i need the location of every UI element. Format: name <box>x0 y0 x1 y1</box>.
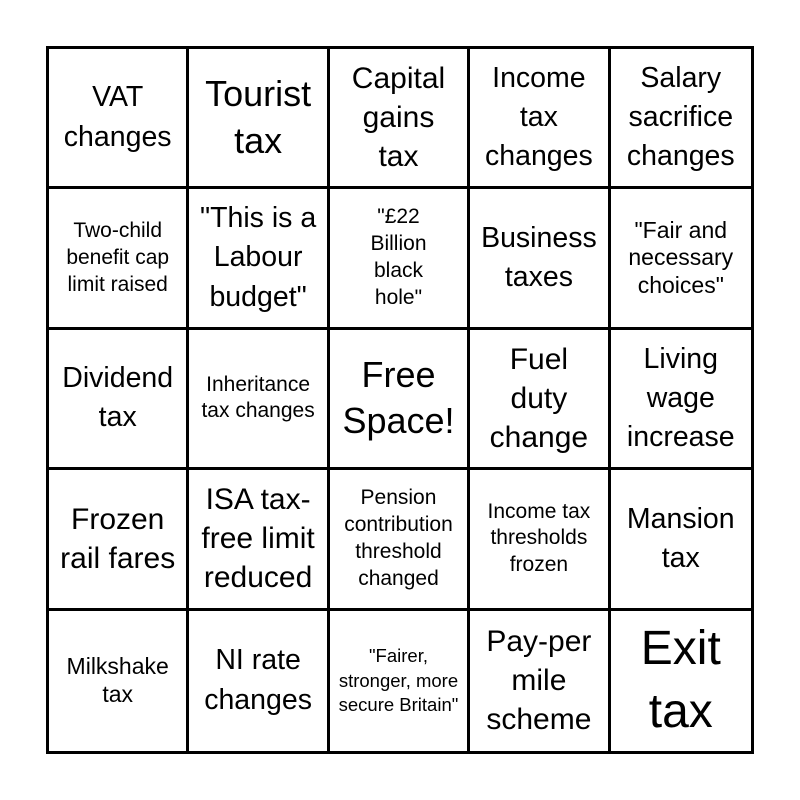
bingo-cell-label: Fuel duty change <box>489 342 589 454</box>
bingo-cell[interactable] <box>470 611 610 751</box>
bingo-cell-label: VAT changes <box>63 81 172 153</box>
bingo-cell[interactable] <box>611 330 751 470</box>
bingo-cell-label: Milkshake tax <box>66 653 169 707</box>
bingo-cell-label: Income tax changes <box>485 61 593 173</box>
bingo-cell-label: Frozen rail fares <box>60 502 176 575</box>
bingo-cell[interactable] <box>611 611 751 751</box>
bingo-cell-label: Salary sacrifice changes <box>626 61 735 173</box>
bingo-cell-label: Tourist tax <box>205 72 312 161</box>
bingo-cell[interactable] <box>470 189 610 329</box>
bingo-cell[interactable] <box>49 330 189 470</box>
bingo-cell[interactable] <box>49 189 189 329</box>
bingo-board <box>46 46 754 754</box>
bingo-cell[interactable] <box>470 330 610 470</box>
bingo-cell[interactable] <box>330 189 470 329</box>
bingo-cell-label: Exit tax <box>640 622 721 738</box>
bingo-cell-label: Business taxes <box>481 221 597 294</box>
bingo-cell-label: Two-child benefit cap limit raised <box>66 218 170 296</box>
bingo-cell[interactable] <box>470 470 610 610</box>
bingo-cell-label: "Fairer, stronger, more secure Britain" <box>338 645 459 715</box>
bingo-cell-label: ISA tax-free limit reduced <box>201 483 315 595</box>
bingo-cell[interactable] <box>611 49 751 189</box>
bingo-cell[interactable] <box>49 49 189 189</box>
bingo-cell-label: Inheritance tax changes <box>201 372 315 423</box>
bingo-cell[interactable] <box>189 611 329 751</box>
bingo-cell-label: "This is a Labour budget" <box>199 202 317 313</box>
bingo-cell[interactable] <box>189 49 329 189</box>
bingo-cell-label: Free Space! <box>342 353 455 442</box>
bingo-cell[interactable] <box>330 330 470 470</box>
bingo-cell-label: Living wage increase <box>626 342 735 454</box>
bingo-cell[interactable] <box>611 189 751 329</box>
bingo-cell[interactable] <box>611 470 751 610</box>
bingo-cell-label: NI rate changes <box>204 644 312 716</box>
bingo-cell[interactable] <box>49 470 189 610</box>
bingo-cell-label: Income tax thresholds frozen <box>487 499 591 577</box>
bingo-cell-label: Pension contribution threshold changed <box>344 486 453 590</box>
bingo-cell-label: Mansion tax <box>626 502 735 574</box>
bingo-cell[interactable] <box>49 611 189 751</box>
bingo-cell-label: "£22 Billion black hole" <box>370 205 427 309</box>
bingo-cell-label: Dividend tax <box>62 362 174 434</box>
bingo-cell[interactable] <box>189 330 329 470</box>
bingo-cell-label: "Fair and necessary choices" <box>628 216 734 298</box>
bingo-cell-label: Capital gains tax <box>351 62 446 174</box>
bingo-cell[interactable] <box>470 49 610 189</box>
bingo-cell-label: Pay-per mile scheme <box>486 625 592 737</box>
bingo-cell[interactable] <box>330 470 470 610</box>
bingo-cell[interactable] <box>330 611 470 751</box>
bingo-cell[interactable] <box>330 49 470 189</box>
bingo-cell[interactable] <box>189 189 329 329</box>
bingo-cell[interactable] <box>189 470 329 610</box>
